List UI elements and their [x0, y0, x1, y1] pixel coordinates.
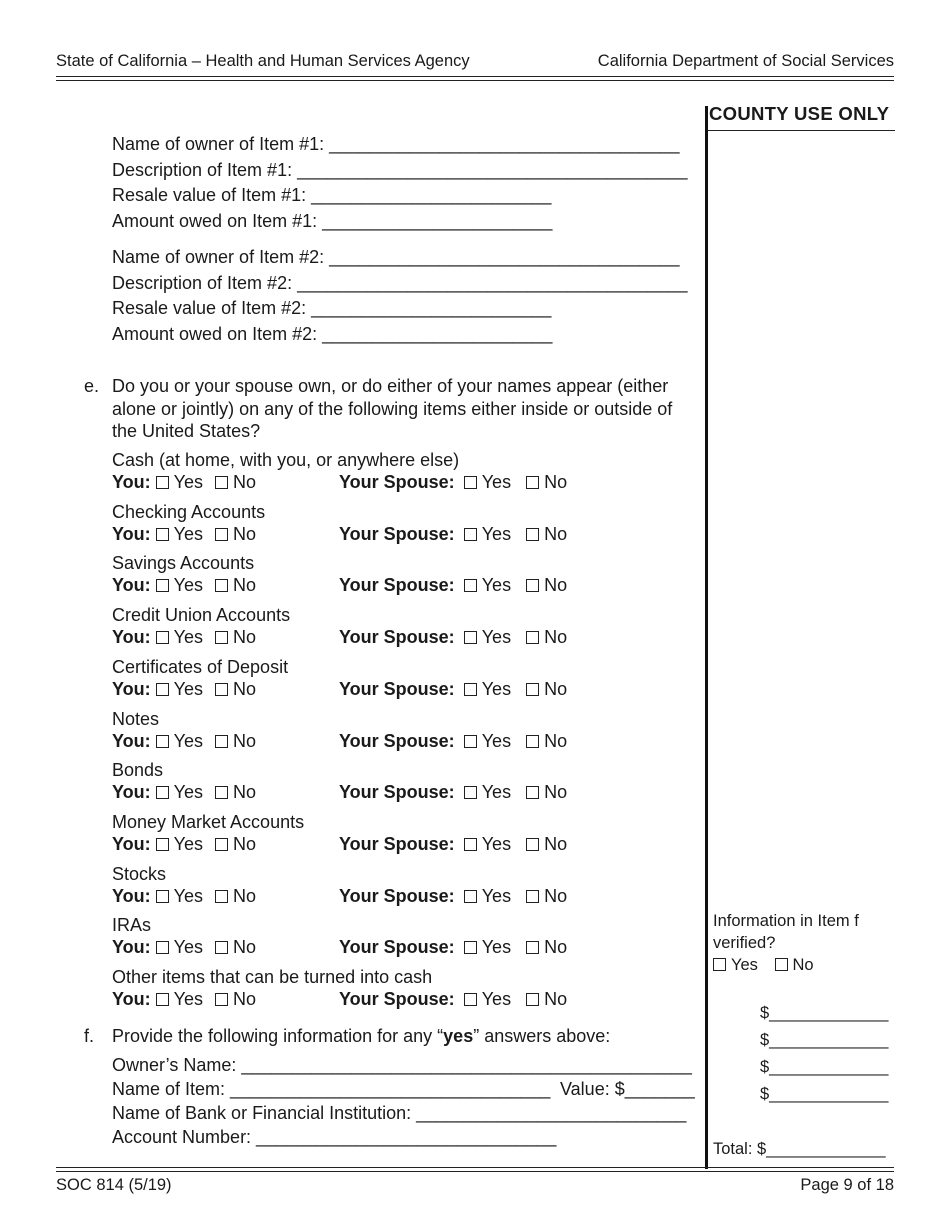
asset-name: Notes	[112, 709, 160, 729]
yes-label: Yes	[173, 627, 204, 647]
spouse-label: Your Spouse:	[339, 524, 455, 544]
yes-label: Yes	[481, 782, 512, 802]
spouse-answer-row	[339, 472, 567, 493]
no-label: No	[544, 782, 568, 802]
spouse-no-checkbox[interactable]	[526, 528, 539, 541]
asset-answer-row	[112, 834, 256, 855]
you-label: You:	[112, 524, 151, 544]
spouse-no-checkbox[interactable]	[526, 579, 539, 592]
spouse-label: Your Spouse:	[339, 627, 455, 647]
asset-answer-row	[112, 472, 256, 493]
yes-label: Yes	[481, 989, 512, 1009]
you-no-checkbox[interactable]	[215, 786, 228, 799]
you-label: You:	[112, 627, 151, 647]
you-no-checkbox[interactable]	[215, 683, 228, 696]
spouse-answer-row	[339, 731, 567, 752]
spouse-yes-checkbox[interactable]	[464, 476, 477, 489]
asset-answer-row	[112, 989, 256, 1010]
yes-label: Yes	[173, 731, 204, 751]
agency-name: State of California – Health and Human Services Agency	[56, 52, 470, 70]
you-yes-checkbox[interactable]	[156, 786, 169, 799]
county-column-divider	[705, 106, 708, 1169]
yes-label: Yes	[481, 627, 512, 647]
spouse-answer-row	[339, 679, 567, 700]
you-yes-checkbox[interactable]	[156, 890, 169, 903]
no-label: No	[544, 834, 568, 854]
spouse-label: Your Spouse:	[339, 731, 455, 751]
you-yes-checkbox[interactable]	[156, 476, 169, 489]
spouse-label: Your Spouse:	[339, 989, 455, 1009]
asset-name: Money Market Accounts	[112, 812, 305, 832]
verify-no-checkbox[interactable]	[775, 958, 788, 971]
no-label: No	[544, 731, 568, 751]
footer-rule-2	[56, 1171, 894, 1172]
no-label: No	[544, 989, 568, 1009]
no-label: No	[233, 782, 257, 802]
account-number-field[interactable]: Account Number: ______________________________	[112, 1127, 557, 1147]
question-e-line3: the United States?	[112, 421, 261, 441]
footer-rule	[56, 1167, 894, 1168]
yes-label: Yes	[481, 834, 512, 854]
asset-answer-row	[112, 782, 256, 803]
asset-name: IRAs	[112, 915, 152, 935]
yes-label: Yes	[173, 834, 204, 854]
asset-name: Savings Accounts	[112, 553, 255, 573]
you-yes-checkbox[interactable]	[156, 528, 169, 541]
no-label: No	[233, 472, 257, 492]
yes-label: Yes	[173, 937, 204, 957]
asset-answer-row	[112, 886, 256, 907]
no-label: No	[233, 834, 257, 854]
asset-name: Cash (at home, with you, or anywhere else)	[112, 450, 460, 470]
verify-yes-label: Yes	[731, 956, 758, 974]
spouse-answer-row	[339, 834, 567, 855]
county-amount-1[interactable]: $_____________	[760, 1004, 889, 1022]
spouse-yes-checkbox[interactable]	[464, 941, 477, 954]
yes-label: Yes	[173, 989, 204, 1009]
spouse-yes-checkbox[interactable]	[464, 631, 477, 644]
spouse-yes-checkbox[interactable]	[464, 890, 477, 903]
item2-resale-field[interactable]: Resale value of Item #2: ________________________	[112, 298, 552, 318]
asset-name: Certificates of Deposit	[112, 657, 289, 677]
you-label: You:	[112, 989, 151, 1009]
spouse-label: Your Spouse:	[339, 575, 455, 595]
spouse-yes-checkbox[interactable]	[464, 579, 477, 592]
no-label: No	[544, 524, 568, 544]
county-use-title: COUNTY USE ONLY	[709, 103, 890, 124]
you-yes-checkbox[interactable]	[156, 838, 169, 851]
yes-label: Yes	[481, 937, 512, 957]
you-label: You:	[112, 731, 151, 751]
verify-label-line1: Information in Item f	[713, 912, 859, 930]
asset-name: Credit Union Accounts	[112, 605, 291, 625]
no-label: No	[233, 886, 257, 906]
county-amount-3[interactable]: $_____________	[760, 1058, 889, 1076]
you-label: You:	[112, 782, 151, 802]
spouse-label: Your Spouse:	[339, 472, 455, 492]
you-no-checkbox[interactable]	[215, 941, 228, 954]
spouse-answer-row	[339, 886, 567, 907]
spouse-label: Your Spouse:	[339, 937, 455, 957]
item1-resale-field[interactable]: Resale value of Item #1: ________________________	[112, 185, 552, 205]
spouse-no-checkbox[interactable]	[526, 993, 539, 1006]
you-no-checkbox[interactable]	[215, 838, 228, 851]
you-label: You:	[112, 886, 151, 906]
question-f-letter: f.	[84, 1026, 95, 1046]
verify-no-label: No	[792, 956, 814, 974]
yes-label: Yes	[481, 575, 512, 595]
form-number: SOC 814 (5/19)	[56, 1176, 172, 1194]
you-no-checkbox[interactable]	[215, 631, 228, 644]
bank-name-field[interactable]: Name of Bank or Financial Institution: ___________________________	[112, 1103, 687, 1123]
no-label: No	[544, 886, 568, 906]
you-label: You:	[112, 937, 151, 957]
no-label: No	[233, 731, 257, 751]
county-amount-2[interactable]: $_____________	[760, 1031, 889, 1049]
no-label: No	[233, 627, 257, 647]
spouse-no-checkbox[interactable]	[526, 476, 539, 489]
spouse-no-checkbox[interactable]	[526, 838, 539, 851]
spouse-answer-row	[339, 524, 567, 545]
yes-label: Yes	[481, 886, 512, 906]
asset-answer-row	[112, 679, 256, 700]
spouse-no-checkbox[interactable]	[526, 786, 539, 799]
spouse-answer-row	[339, 937, 567, 958]
spouse-label: Your Spouse:	[339, 679, 455, 699]
page-number: Page 9 of 18	[800, 1176, 894, 1194]
spouse-yes-checkbox[interactable]	[464, 838, 477, 851]
you-label: You:	[112, 679, 151, 699]
asset-answer-row	[112, 575, 256, 596]
no-label: No	[233, 937, 257, 957]
asset-answer-row	[112, 627, 256, 648]
spouse-yes-checkbox[interactable]	[464, 683, 477, 696]
yes-label: Yes	[481, 472, 512, 492]
item1-description-field[interactable]: Description of Item #1: _______________________________________	[112, 160, 688, 180]
spouse-answer-row	[339, 575, 567, 596]
no-label: No	[544, 575, 568, 595]
spouse-yes-checkbox[interactable]	[464, 993, 477, 1006]
you-yes-checkbox[interactable]	[156, 631, 169, 644]
yes-label: Yes	[173, 524, 204, 544]
verify-options	[713, 956, 814, 975]
yes-label: Yes	[481, 524, 512, 544]
spouse-no-checkbox[interactable]	[526, 735, 539, 748]
item2-owed-field[interactable]: Amount owed on Item #2: _______________________	[112, 324, 553, 344]
no-label: No	[544, 679, 568, 699]
item1-owed-field[interactable]: Amount owed on Item #1: _______________________	[112, 211, 553, 231]
asset-answer-row	[112, 937, 256, 958]
yes-label: Yes	[481, 679, 512, 699]
question-e-line2: alone or jointly) on any of the following items either inside or outside of	[112, 399, 673, 419]
county-amount-4[interactable]: $_____________	[760, 1085, 889, 1103]
yes-label: Yes	[173, 575, 204, 595]
header-rule-2	[56, 80, 894, 81]
spouse-label: Your Spouse:	[339, 782, 455, 802]
you-no-checkbox[interactable]	[215, 528, 228, 541]
yes-label: Yes	[173, 679, 204, 699]
yes-label: Yes	[173, 472, 204, 492]
you-yes-checkbox[interactable]	[156, 735, 169, 748]
county-total[interactable]: Total: $_____________	[713, 1140, 886, 1158]
yes-label: Yes	[173, 886, 204, 906]
item-name-field[interactable]: Name of Item: ________________________________	[112, 1079, 551, 1099]
spouse-answer-row	[339, 782, 567, 803]
item-value-field[interactable]: Value: $_______	[560, 1079, 695, 1099]
verify-label-line2: verified?	[713, 934, 776, 952]
spouse-answer-row	[339, 989, 567, 1010]
you-no-checkbox[interactable]	[215, 890, 228, 903]
you-label: You:	[112, 834, 151, 854]
header-rule	[56, 76, 894, 77]
you-label: You:	[112, 575, 151, 595]
asset-answer-row	[112, 524, 256, 545]
you-yes-checkbox[interactable]	[156, 941, 169, 954]
you-no-checkbox[interactable]	[215, 735, 228, 748]
spouse-no-checkbox[interactable]	[526, 631, 539, 644]
no-label: No	[233, 575, 257, 595]
asset-name: Checking Accounts	[112, 502, 266, 522]
asset-name: Bonds	[112, 760, 164, 780]
item2-owner-field[interactable]: Name of owner of Item #2: ___________________________________	[112, 247, 680, 267]
yes-label: Yes	[173, 782, 204, 802]
item1-owner-field[interactable]: Name of owner of Item #1: ___________________________________	[112, 134, 680, 154]
you-no-checkbox[interactable]	[215, 476, 228, 489]
spouse-label: Your Spouse:	[339, 834, 455, 854]
item2-description-field[interactable]: Description of Item #2: _______________________________________	[112, 273, 688, 293]
you-no-checkbox[interactable]	[215, 993, 228, 1006]
question-e-letter: e.	[84, 376, 100, 396]
spouse-yes-checkbox[interactable]	[464, 735, 477, 748]
no-label: No	[544, 472, 568, 492]
you-yes-checkbox[interactable]	[156, 579, 169, 592]
no-label: No	[544, 937, 568, 957]
verify-yes-checkbox[interactable]	[713, 958, 726, 971]
spouse-yes-checkbox[interactable]	[464, 786, 477, 799]
county-title-rule	[708, 130, 895, 131]
you-yes-checkbox[interactable]	[156, 683, 169, 696]
spouse-no-checkbox[interactable]	[526, 890, 539, 903]
asset-name: Stocks	[112, 864, 167, 884]
department-name: California Department of Social Services	[597, 52, 894, 70]
asset-name: Other items that can be turned into cash	[112, 967, 433, 987]
question-f-text: Provide the following information for any “yes” answers above:	[112, 1026, 611, 1046]
you-label: You:	[112, 472, 151, 492]
no-label: No	[233, 679, 257, 699]
spouse-no-checkbox[interactable]	[526, 941, 539, 954]
spouse-yes-checkbox[interactable]	[464, 528, 477, 541]
asset-answer-row	[112, 731, 256, 752]
yes-label: Yes	[481, 731, 512, 751]
you-no-checkbox[interactable]	[215, 579, 228, 592]
spouse-no-checkbox[interactable]	[526, 683, 539, 696]
owner-name-field[interactable]: Owner’s Name: _____________________________________________	[112, 1055, 692, 1075]
spouse-answer-row	[339, 627, 567, 648]
you-yes-checkbox[interactable]	[156, 993, 169, 1006]
question-e-line1: Do you or your spouse own, or do either of your names appear (either	[112, 376, 669, 396]
no-label: No	[233, 989, 257, 1009]
no-label: No	[233, 524, 257, 544]
no-label: No	[544, 627, 568, 647]
spouse-label: Your Spouse:	[339, 886, 455, 906]
